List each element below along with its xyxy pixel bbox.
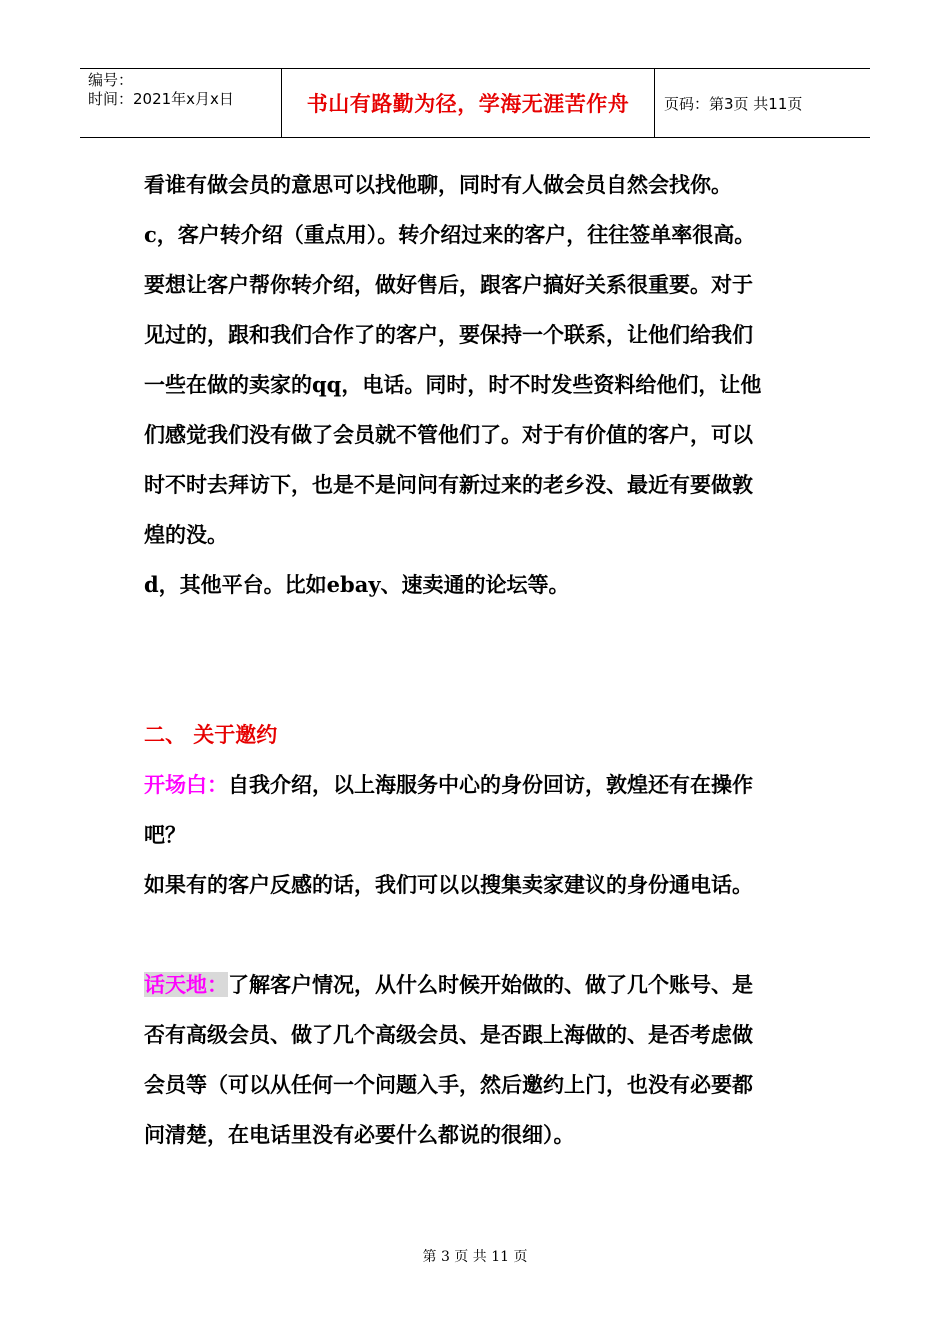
page-header <box>80 68 870 138</box>
spacer <box>144 910 814 960</box>
body-line: c，客户转介绍（重点用）。转介绍过来的客户，往往签单率很高。 <box>144 222 756 247</box>
body-line: 们感觉我们没有做了会员就不管他们了。对于有价值的客户，可以 <box>144 422 753 447</box>
chat-label: 话天地： <box>144 972 228 997</box>
opening-text: 自我介绍，以上海服务中心的身份回访，敦煌还有在操作 <box>228 772 753 797</box>
body-line: 如果有的客户反感的话，我们可以以搜集卖家建议的身份通电话。 <box>144 872 753 897</box>
document-date: 时间：2021年x月x日 <box>88 90 234 108</box>
body-line: 吧？ <box>144 822 186 847</box>
chat-paragraph-line <box>144 960 814 1010</box>
section-heading: 二、 关于邀约 <box>144 722 278 747</box>
spacer <box>144 610 814 710</box>
chat-text: 了解客户情况，从什么时候开始做的、做了几个账号、是 <box>228 972 753 997</box>
body-line: 看谁有做会员的意思可以找他聊，同时有人做会员自然会找你。 <box>144 172 732 197</box>
body-line: d，其他平台。比如ebay、速卖通的论坛等。 <box>144 572 570 597</box>
document-number-label: 编号： <box>88 71 134 89</box>
body-line: 要想让客户帮你转介绍，做好售后，跟客户搞好关系很重要。对于 <box>144 272 753 297</box>
opening-paragraph-line <box>144 760 814 810</box>
body-line: 否有高级会员、做了几个高级会员、是否跟上海做的、是否考虑做 <box>144 1022 753 1047</box>
document-body <box>144 160 814 1160</box>
page-footer <box>0 1246 950 1266</box>
header-motto-cell <box>282 69 655 137</box>
header-page-cell <box>655 69 870 137</box>
header-page-info: 页码：第3页 共11页 <box>664 94 803 113</box>
body-line: 见过的，跟和我们合作了的客户，要保持一个联系，让他们给我们 <box>144 322 753 347</box>
header-motto: 书山有路勤为径，学海无涯苦作舟 <box>306 91 630 116</box>
body-line: 一些在做的卖家的qq，电话。同时，时不时发些资料给他们，让他 <box>144 372 762 397</box>
body-line: 时不时去拜访下，也是不是问问有新过来的老乡没、最近有要做敦 <box>144 472 753 497</box>
header-info-cell <box>80 69 282 137</box>
body-line: 煌的没。 <box>144 522 228 547</box>
footer-page-number: 第 3 页 共 11 页 <box>422 1249 528 1265</box>
body-line: 会员等（可以从任何一个问题入手，然后邀约上门，也没有必要都 <box>144 1072 753 1097</box>
body-line: 问清楚，在电话里没有必要什么都说的很细）。 <box>144 1122 575 1147</box>
opening-label: 开场白： <box>144 772 228 797</box>
